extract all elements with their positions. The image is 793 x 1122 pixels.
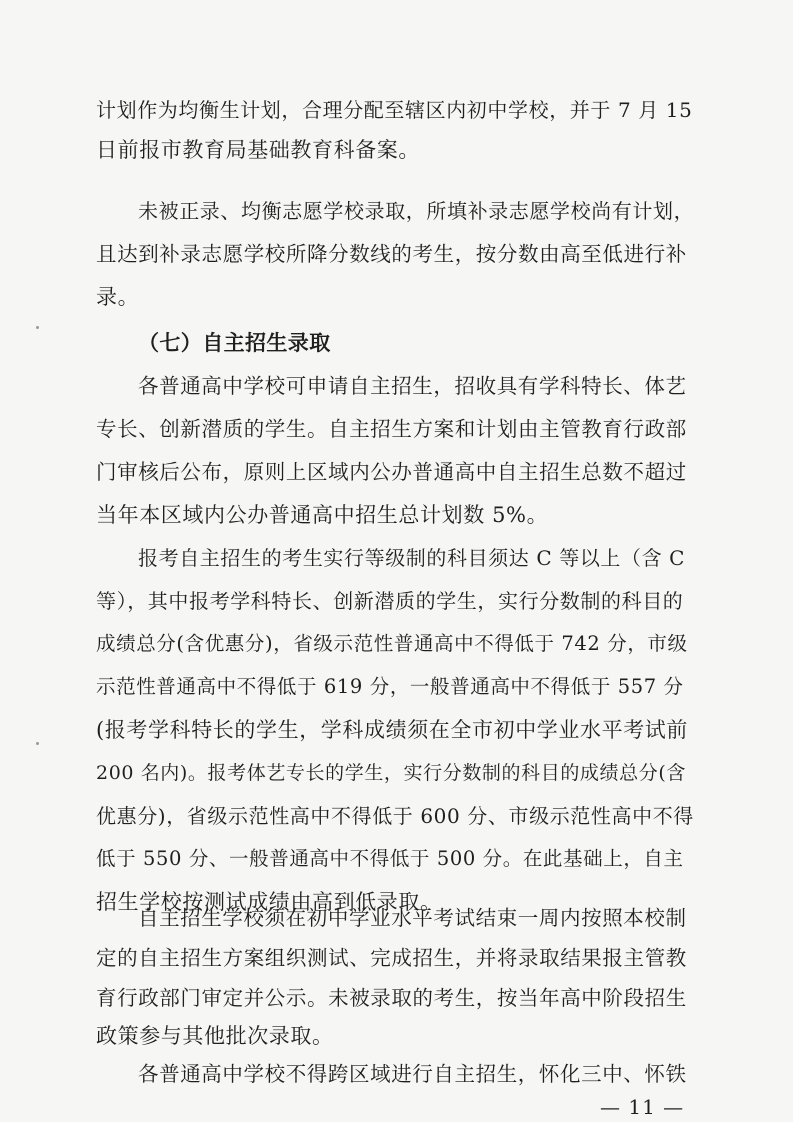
text-line: 成绩总分(含优惠分)，省级示范性普通高中不得低于 742 分，市级 [96,632,688,655]
text-line: 定的自主招生方案组织测试、完成招生，并将录取结果报主管教 [96,946,687,970]
text-line: 各普通高中学校不得跨区域进行自主招生，怀化三中、怀铁 [138,1062,687,1086]
text-line: 政策参与其他批次录取。 [96,1024,334,1048]
text-line: 各普通高中学校可申请自主招生，招收具有学科特长、体艺 [138,374,687,398]
text-line: 200 名内)。报考体艺专长的学生，实行分数制的科目的成绩总分(含 [96,762,686,784]
text-line: 招生学校按测试成绩由高到低录取。 [96,890,442,914]
text-line: 日前报市教育局基础教育科备案。 [96,138,420,162]
text-line: 自主招生学校须在初中学业水平考试结束一周内按照本校制 [138,906,687,930]
text-line: 报考自主招生的考生实行等级制的科目须达 C 等以上（含 C [138,546,686,570]
text-line: 专长、创新潜质的学生。自主招生方案和计划由主管教育行政部 [96,417,687,441]
scan-speck [36,326,39,329]
section-heading: （七）自主招生录取 [138,331,331,355]
text-line: 计划作为均衡生计划，合理分配至辖区内初中学校，并于 7 月 15 [96,98,693,122]
text-line: 优惠分)，省级示范性高中不得低于 600 分、市级示范性高中不得 [96,804,694,828]
text-line: 育行政部门审定并公示。未被录取的考生，按当年高中阶段招生 [96,986,687,1010]
page-number: — 11 — [600,1095,685,1119]
text-line: 门审核后公布，原则上区域内公办普通高中自主招生总数不超过 [96,460,687,484]
text-line: 未被正录、均衡志愿学校录取，所填补录志愿学校尚有计划， [138,199,695,223]
text-line: 低于 550 分、一般普通高中不得低于 500 分。在此基础上，自主 [96,847,684,870]
text-line: 且达到补录志愿学校所降分数线的考生，按分数由高至低进行补 [96,242,687,266]
text-line: 等），其中报考学科特长、创新潜质的学生，实行分数制的科目的 [96,589,684,613]
text-line: 录。 [96,285,140,309]
scan-speck [36,742,39,745]
text-line: 示范性普通高中不得低于 619 分，一般普通高中不得低于 557 分 [96,675,684,698]
text-line: 当年本区域内公办普通高中招生总计划数 5%。 [96,503,549,527]
text-line: (报考学科特长的学生，学科成绩须在全市初中学业水平考试前 [96,718,688,742]
